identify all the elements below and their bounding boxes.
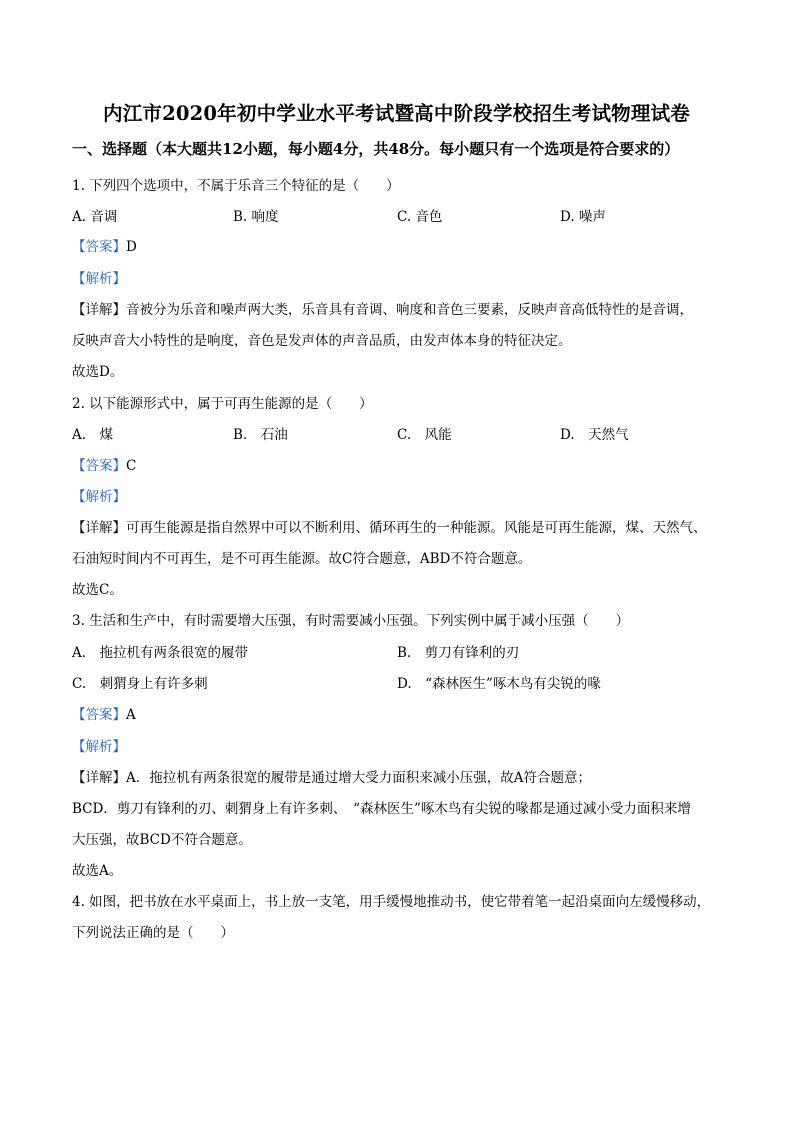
- answer-label: 【答案】: [72, 458, 126, 474]
- question-4-stem-line-2: 下列说法正确的是（ ）: [72, 925, 234, 941]
- question-1-option-c: C. 音色: [397, 209, 443, 225]
- question-1-stem: 1. 下列四个选项中，不属于乐音三个特征的是（ ）: [72, 178, 400, 194]
- detail-label: 【详解】: [72, 770, 126, 786]
- question-3-option-b: B. 剪刀有锋利的刃: [397, 645, 520, 661]
- question-3-detail-line-2: BCD．剪刀有锋利的刃、刺猬身上有许多刺、 “森林医生”啄木鸟有尖锐的喙都是通过减小受力面积来增: [72, 801, 691, 817]
- question-1-option-a: A. 音调: [72, 209, 118, 225]
- answer-value: C: [126, 458, 137, 474]
- question-3-option-d: D. “森林医生”啄木鸟有尖锐的喙: [397, 676, 601, 692]
- question-3-detail-line-3: 大压强，故BCD不符合题意。: [72, 832, 252, 848]
- answer-value: D: [126, 239, 137, 255]
- question-1-option-d: D. 噪声: [560, 209, 606, 225]
- question-1-detail-line-1: [72, 298, 693, 318]
- question-4-stem-line-1: 4. 如图，把书放在水平桌面上，书上放一支笔，用手缓慢地推动书，使它带着笔一起沿桌面向左缓慢移动，: [72, 894, 711, 910]
- question-2-option-a: A. 煤: [72, 427, 114, 443]
- answer-label: 【答案】: [72, 239, 126, 255]
- detail-label: 【详解】: [72, 520, 126, 536]
- question-3-answer: [72, 703, 136, 723]
- detail-text: 音被分为乐音和噪声两大类，乐音具有音调、响度和音色三要素，反映声音高低特性的是音调，: [126, 302, 693, 318]
- question-3-conclusion: 故选A。: [72, 863, 123, 879]
- page-title: 内江市2020年初中学业水平考试暨高中阶段学校招生考试物理试卷: [103, 102, 690, 125]
- question-1-conclusion: 故选D。: [72, 364, 124, 380]
- question-2-conclusion: 故选C。: [72, 582, 123, 598]
- question-2-option-c: C. 风能: [397, 427, 452, 443]
- question-2-answer: [72, 454, 136, 474]
- answer-value: A: [126, 707, 136, 723]
- question-2-option-d: D. 天然气: [560, 427, 629, 443]
- question-2-detail-line-1: [72, 516, 707, 536]
- question-2-stem: 2. 以下能源形式中，属于可再生能源的是（ ）: [72, 396, 373, 412]
- answer-label: 【答案】: [72, 707, 126, 723]
- detail-text: 可再生能源是指自然界中可以不断利用、循环再生的一种能源。风能是可再生能源，煤、天然气、: [126, 520, 707, 536]
- question-1-option-b: B. 响度: [233, 209, 279, 225]
- question-2-analysis-label: 【解析】: [72, 489, 126, 505]
- question-3-stem: 3. 生活和生产中，有时需要增大压强，有时需要减小压强。下列实例中属于减小压强（ ）: [72, 613, 630, 629]
- section-heading: 一、选择题（本大题共12小题，每小题4分，共48分。每小题只有一个选项是符合要求的）: [72, 140, 680, 158]
- question-2-detail-line-2: 石油短时间内不可再生，是不可再生能源。故C符合题意，ABD不符合题意。: [72, 551, 532, 567]
- question-2-option-b: B. 石油: [233, 427, 288, 443]
- question-3-detail-line-1: [72, 766, 591, 786]
- question-1-analysis-label: 【解析】: [72, 271, 126, 287]
- question-3-analysis-label: 【解析】: [72, 739, 126, 755]
- question-1-detail-line-2: 反映声音大小特性的是响度，音色是发声体的声音品质，由发声体本身的特征决定。: [72, 333, 572, 349]
- question-1-answer: [72, 235, 137, 255]
- detail-text: A．拖拉机有两条很宽的履带是通过增大受力面积来减小压强，故A符合题意；: [126, 770, 591, 786]
- detail-label: 【详解】: [72, 302, 126, 318]
- question-3-option-a: A. 拖拉机有两条很宽的履带: [72, 645, 249, 661]
- question-3-option-c: C. 刺猬身上有许多刺: [72, 676, 208, 692]
